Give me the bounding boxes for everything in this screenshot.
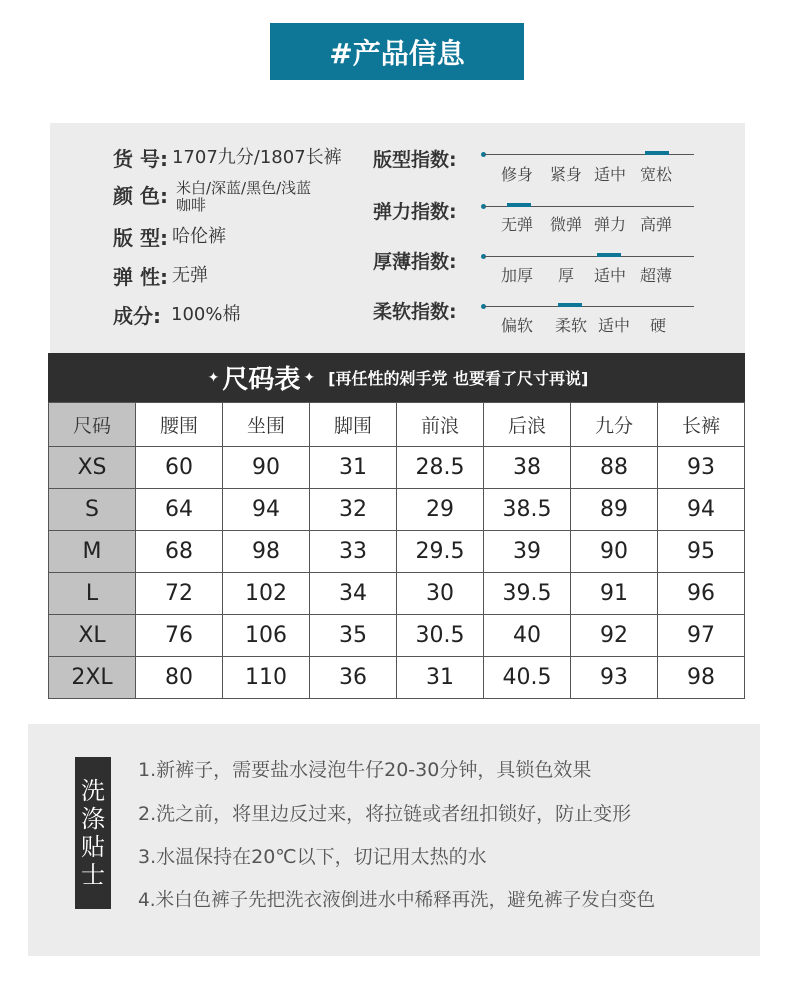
table-cell: 92 (571, 615, 658, 657)
info-elastic (113, 261, 208, 290)
index-option: 超薄 (640, 266, 673, 285)
table-cell: 93 (658, 447, 745, 489)
table-row (49, 489, 745, 531)
info-material (113, 300, 240, 329)
table-cell: 94 (658, 489, 745, 531)
table-row (49, 531, 745, 573)
wash-tip-item: 2.洗之前，将里边反过来，将拉链或者纽扣锁好，防止变形 (138, 803, 632, 825)
index-option: 紧身 (550, 165, 583, 184)
wash-tag-char: 涤 (81, 805, 105, 833)
index-label: 柔软指数: (373, 301, 457, 323)
table-cell: 64 (136, 489, 223, 531)
index-option: 适中 (598, 316, 631, 335)
table-cell: 60 (136, 447, 223, 489)
index-label: 版型指数: (373, 149, 457, 171)
wash-tip-item: 3.水温保持在20℃以下，切记用太热的水 (138, 846, 487, 868)
wash-tag-char: 洗 (81, 777, 105, 805)
table-cell: 30 (397, 573, 484, 615)
material-value: 100%棉 (171, 304, 241, 325)
index-marker (645, 151, 669, 155)
table-header-cell: 前浪 (397, 403, 484, 447)
table-cell: 31 (310, 447, 397, 489)
info-item-no (113, 143, 342, 172)
table-row (49, 615, 745, 657)
table-cell: 34 (310, 573, 397, 615)
table-header-cell: 脚围 (310, 403, 397, 447)
table-cell-size: XS (49, 447, 136, 489)
table-cell: 80 (136, 657, 223, 699)
table-cell: 90 (571, 531, 658, 573)
index-label: 厚薄指数: (373, 251, 457, 273)
index-option: 适中 (594, 165, 627, 184)
table-cell: 29.5 (397, 531, 484, 573)
sparkle-icon: ✦ (303, 369, 316, 386)
table-header-cell: 坐围 (223, 403, 310, 447)
index-label: 弹力指数: (373, 201, 457, 223)
index-option: 加厚 (501, 266, 534, 285)
table-cell: 110 (223, 657, 310, 699)
table-cell: 89 (571, 489, 658, 531)
table-header-cell: 后浪 (484, 403, 571, 447)
table-cell: 39 (484, 531, 571, 573)
table-cell: 106 (223, 615, 310, 657)
wash-tip-item: 4.米白色裤子先把洗衣液倒进水中稀释再洗，避免裤子发白变色 (138, 890, 656, 911)
table-cell-size: XL (49, 615, 136, 657)
table-cell: 35 (310, 615, 397, 657)
table-cell: 31 (397, 657, 484, 699)
wash-tips-tag (75, 757, 111, 909)
table-cell: 91 (571, 573, 658, 615)
index-option: 硬 (650, 316, 667, 335)
table-header-row (49, 403, 745, 447)
item-no-value: 1707九分/1807长裤 (171, 147, 342, 168)
table-cell: 40.5 (484, 657, 571, 699)
table-cell: 90 (223, 447, 310, 489)
table-cell: 96 (658, 573, 745, 615)
material-label: 成分: (113, 304, 161, 328)
size-table (48, 402, 745, 699)
table-cell: 93 (571, 657, 658, 699)
color-value-line2: 咖啡 (175, 196, 206, 214)
table-cell-size: 2XL (49, 657, 136, 699)
table-cell-size: S (49, 489, 136, 531)
info-fit (113, 222, 226, 251)
index-line (484, 256, 694, 257)
table-header-cell: 长裤 (658, 403, 745, 447)
index-option: 宽松 (640, 165, 673, 184)
table-cell: 94 (223, 489, 310, 531)
size-chart-subtitle: [再任性的剁手党 也要看了尺寸再说] (328, 369, 589, 388)
index-option: 无弹 (501, 215, 534, 234)
index-option: 高弹 (640, 215, 673, 234)
elastic-label: 弹 性: (113, 265, 168, 289)
size-chart-title: 尺码表 (222, 365, 301, 395)
index-option: 修身 (501, 165, 534, 184)
table-cell: 95 (658, 531, 745, 573)
table-cell: 98 (658, 657, 745, 699)
table-cell: 38 (484, 447, 571, 489)
index-option: 微弹 (550, 215, 583, 234)
wash-tag-char: 贴 (81, 833, 105, 861)
info-color (113, 180, 311, 214)
table-header-cell: 九分 (571, 403, 658, 447)
table-row (49, 657, 745, 699)
table-row (49, 573, 745, 615)
table-header-cell: 尺码 (49, 403, 136, 447)
table-cell-size: M (49, 531, 136, 573)
index-option: 偏软 (501, 316, 534, 335)
item-no-label: 货 号: (113, 147, 168, 171)
index-line (484, 306, 694, 307)
index-marker (507, 203, 531, 207)
table-cell: 76 (136, 615, 223, 657)
sparkle-icon: ✦ (207, 369, 220, 386)
index-marker (597, 253, 621, 257)
color-label: 颜 色: (113, 184, 168, 208)
index-option: 弹力 (594, 215, 627, 234)
table-cell: 72 (136, 573, 223, 615)
fit-value: 哈伦裤 (171, 226, 226, 247)
table-cell: 36 (310, 657, 397, 699)
size-chart-header (48, 353, 745, 402)
color-value-line1: 米白/深蓝/黑色/浅蓝 (175, 179, 312, 197)
index-option: 适中 (594, 266, 627, 285)
table-cell: 33 (310, 531, 397, 573)
table-header-cell: 腰围 (136, 403, 223, 447)
table-cell: 28.5 (397, 447, 484, 489)
table-cell: 97 (658, 615, 745, 657)
wash-tip-item: 1.新裤子，需要盐水浸泡牛仔20-30分钟，具锁色效果 (138, 759, 592, 781)
page-title: #产品信息 (270, 23, 524, 80)
color-value (176, 180, 311, 214)
table-cell-size: L (49, 573, 136, 615)
index-option: 厚 (558, 266, 575, 285)
elastic-value: 无弹 (171, 265, 208, 286)
table-cell: 39.5 (484, 573, 571, 615)
wash-tag-char: 士 (81, 861, 105, 889)
table-row (49, 447, 745, 489)
table-cell: 88 (571, 447, 658, 489)
table-cell: 30.5 (397, 615, 484, 657)
table-cell: 29 (397, 489, 484, 531)
index-marker (558, 303, 582, 307)
table-cell: 102 (223, 573, 310, 615)
table-cell: 38.5 (484, 489, 571, 531)
table-cell: 32 (310, 489, 397, 531)
index-option: 柔软 (555, 316, 588, 335)
fit-label: 版 型: (113, 226, 168, 250)
table-cell: 68 (136, 531, 223, 573)
table-cell: 40 (484, 615, 571, 657)
table-cell: 98 (223, 531, 310, 573)
